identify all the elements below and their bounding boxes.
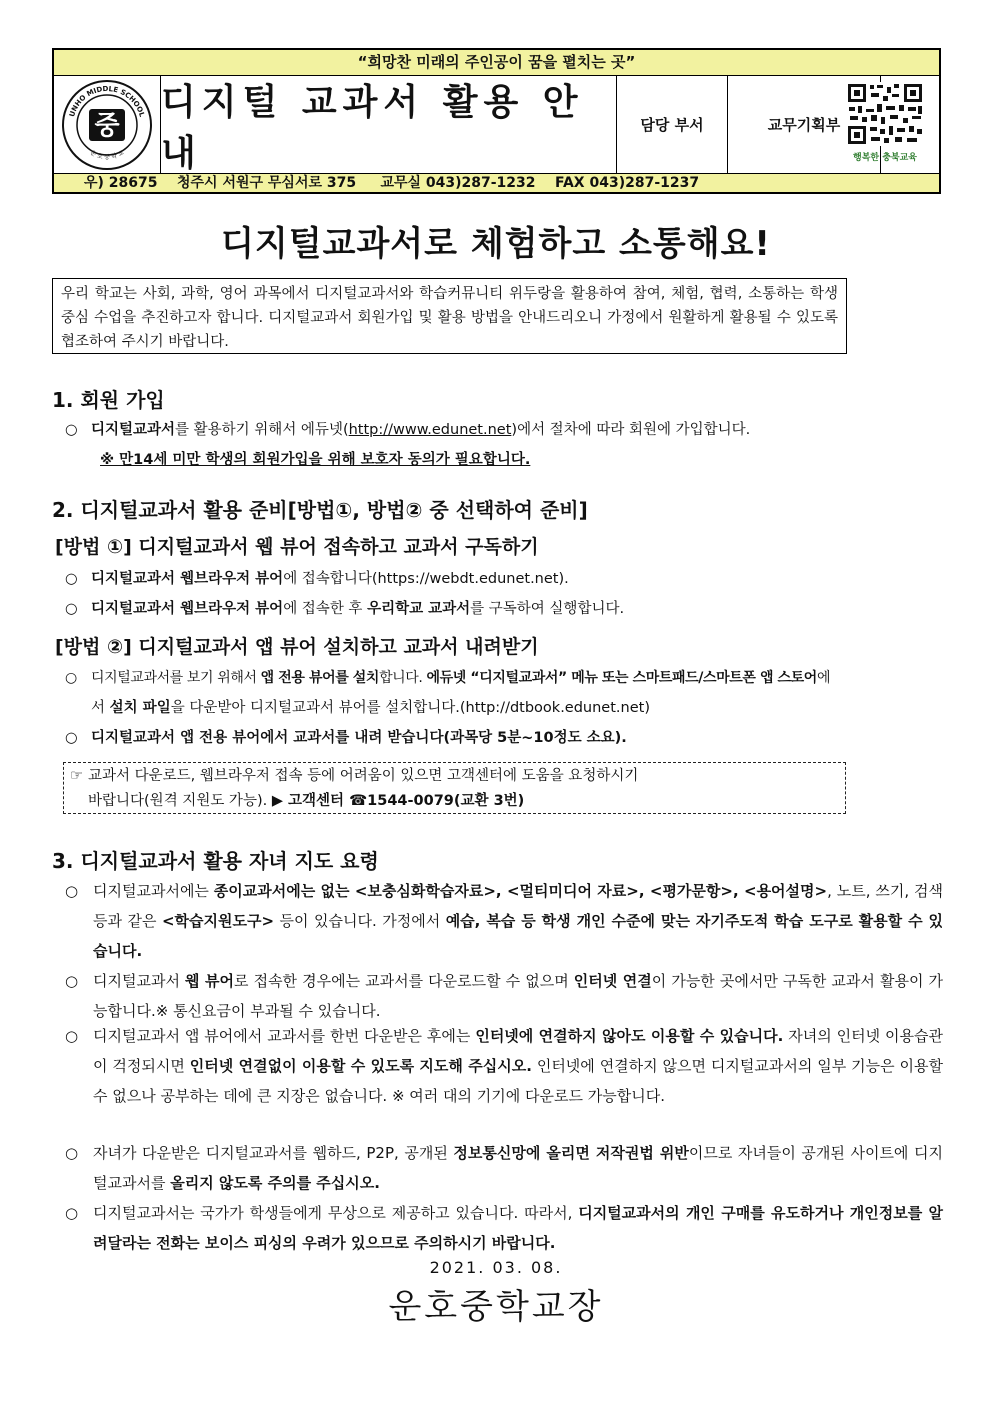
bullet-icon: ○ [65, 882, 79, 900]
main-title: 디지털교과서로 체험하고 소통해요! [221, 224, 771, 264]
notice-line1: 교과서 다운로드, 웹브라우저 접속 등에 어려움이 있으면 고객센터에 도움을 요청하시기 [88, 768, 639, 784]
qr-block [842, 82, 932, 168]
section3-paragraph4: ○ 자녀가 다운받은 디지털교과서를 웹하드, P2P, 공개된 정보통신망에 올리면 저작권법 위반이므로 자녀들이 공개된 사이트에 디지털교과서를 올리지 않도록 주의를 주십시오. [93, 1138, 943, 1198]
school-address: 우) 28675 청주시 서원구 무심서로 375 교무실 043)287-1232 FAX 043)287-1237 [54, 174, 939, 192]
document-date: 2021. 03. 08. [429, 1258, 563, 1277]
bullet-icon: ○ [65, 601, 78, 617]
intro-box: 우리 학교는 사회, 과학, 영어 과목에서 디지털교과서와 학습커뮤니티 위두랑을 활용하여 참여, 체험, 협력, 소통하는 학생 중심 수업을 추진하고자 합니다. 디지털교과서 회원가입 및 활용 방법을 안내드리오니 가정에서 원활하게 활용될 수 있도록 협조하여 주시기 바랍니다. [52, 278, 847, 354]
section1-note: ※ 만14세 미만 학생의 회원가입을 위해 보호자 동의가 필요합니다. [100, 452, 531, 468]
dept-label: 담당 부서 [617, 76, 728, 173]
emblem-english-text: UNHO MIDDLE SCHOOL [68, 84, 146, 118]
bullet-icon: ○ [65, 422, 78, 438]
section3-paragraph5: ○ 디지털교과서는 국가가 학생들에게 무상으로 제공하고 있습니다. 따라서, 디지털교과서의 개인 구매를 유도하거나 개인정보를 알려달라는 전화는 보이스 피싱의 우려가 있으므로 주의하시기 바랍니다. [93, 1198, 943, 1258]
school-emblem-icon [61, 79, 153, 171]
svg-text:운 호 중 학 교 [89, 149, 126, 161]
dept-name: 교무기획부 [728, 76, 881, 173]
qr-caption: 행복한 충북교육 [853, 153, 917, 163]
section1-heading: 1. 회원 가입 [52, 388, 165, 412]
principal-signature: 운호중학교장 [388, 1287, 604, 1327]
bullet-icon: ○ [65, 972, 79, 990]
method1-line2: ○ 디지털교과서 웹브라우저 뷰어에 접속한 후 우리학교 교과서를 구독하여 실행합니다. [65, 594, 624, 624]
section3-paragraph2: ○ 디지털교과서 웹 뷰어로 접속한 경우에는 교과서를 다운로드할 수 없으며 인터넷 연결이 가능한 곳에서만 구독한 교과서 활용이 가능합니다.※ 통신요금이 부과될 수 있습니다. [93, 966, 943, 1026]
document-title: 디지털 교과서 활용 안내 [161, 76, 617, 173]
notice-line2: 바랍니다(원격 지원도 가능). ▶ 고객센터 ☎1544-0079(교환 3번) [88, 793, 525, 809]
bullet-icon: ○ [65, 1204, 79, 1222]
emblem-korean-text: 운 호 중 학 교 [88, 149, 126, 161]
header-main-row [54, 76, 939, 174]
section2-heading: 2. 디지털교과서 활용 준비[방법①, 방법② 중 선택하여 준비] [52, 498, 588, 522]
qr-code-icon [846, 82, 924, 146]
bullet-icon: ○ [65, 730, 78, 746]
section3-paragraph3: ○ 디지털교과서 앱 뷰어에서 교과서를 한번 다운받은 후에는 인터넷에 연결하지 않아도 이용할 수 있습니다. 자녀의 인터넷 이용습관이 걱정되시면 인터넷 연결없이 이용할 수 있도록 지도해 주십시오. 인터넷에 연결하지 않으면 디지털교과서의 일부 기능은 이용할 수 없으나 공부하는 데에 큰 지장은 없습니다. ※ 여러 대의 기기에 다운로드 가능합니다. [93, 1021, 943, 1111]
bullet-icon: ○ [65, 670, 77, 686]
section3-heading: 3. 디지털교과서 활용 자녀 지도 요령 [52, 849, 379, 873]
pointing-hand-icon: ☞ [70, 768, 83, 784]
bullet-icon: ○ [65, 1144, 79, 1162]
section3-paragraph1: ○ 디지털교과서에는 종이교과서에는 없는 <보충심화학습자료>, <멀티미디어 자료>, <평가문항>, <용어설명>, 노트, 쓰기, 검색 등과 같은 <학습지원도구> 등이 있습니다. 가정에서 예습, 복습 등 학생 개인 수준에 맞는 자기주도적 학습 도구로 활용할 수 있습니다. [93, 876, 943, 966]
method1-heading: [방법 ①] 디지털교과서 웹 뷰어 접속하고 교과서 구독하기 [55, 536, 539, 558]
bullet-icon: ○ [65, 571, 78, 587]
section1-line1: ○ 디지털교과서를 활용하기 위해서 에듀넷(http://www.edunet.net)에서 절차에 따라 회원에 가입합니다. [65, 415, 750, 445]
customer-center-phone: ▶ 고객센터 ☎1544-0079(교환 3번) [271, 793, 525, 809]
edunet-link[interactable]: http://www.edunet.net [348, 422, 512, 438]
method2-line1: ○ 디지털교과서를 보기 위해서 앱 전용 뷰어를 설치합니다. 에듀넷 “디지털교과서” 메뉴 또는 스마트패드/스마트폰 앱 스토어에 [65, 663, 830, 693]
emblem-char: 중 [94, 111, 120, 141]
bullet-icon: ○ [65, 1027, 79, 1045]
header-table [52, 48, 941, 194]
help-notice-box [63, 762, 846, 814]
school-logo-cell [54, 76, 161, 173]
method2-line3: ○ 디지털교과서 앱 전용 뷰어에서 교과서를 내려 받습니다(과목당 5분~10정도 소요). [65, 723, 627, 753]
method2-heading: [방법 ②] 디지털교과서 앱 뷰어 설치하고 교과서 내려받기 [55, 636, 539, 658]
method2-line2: 서 설치 파일을 다운받아 디지털교과서 뷰어를 설치합니다.(http://dtbook.edunet.net) [91, 700, 650, 716]
method1-line1: ○ 디지털교과서 웹브라우저 뷰어에 접속합니다(https://webdt.edunet.net). [65, 564, 569, 594]
school-motto: “희망찬 미래의 주인공이 꿈을 펼치는 곳” [54, 50, 939, 76]
